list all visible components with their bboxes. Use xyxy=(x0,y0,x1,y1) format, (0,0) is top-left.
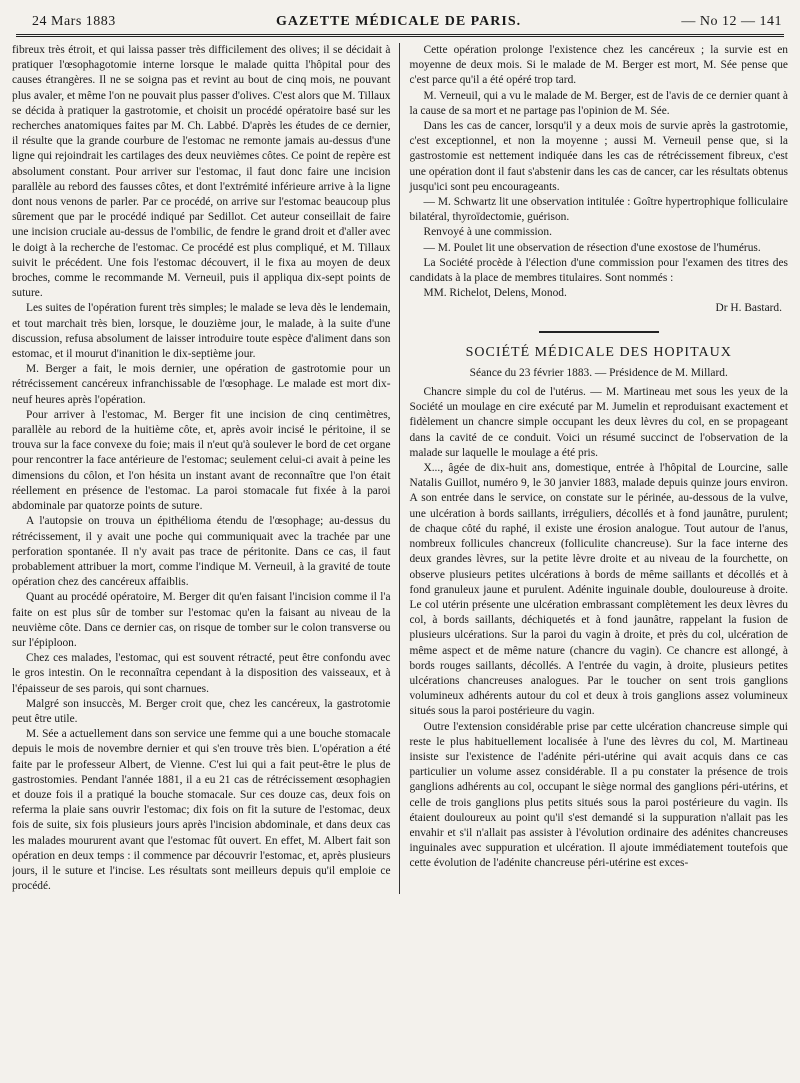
paragraph: Malgré son insuccès, M. Berger croit que, chez les cancéreux, la gastrotomie peut être utile. xyxy=(12,697,391,725)
paragraph: Pour arriver à l'estomac, M. Berger fit une incision de cinq centimètres, parallèle au rebord de la huitième côte, et, après avoir incisé le péritoine, il se trouva sur la face convexe du foie; mais il n'eut qu'à soulever le bord de cet organe pour rencontrer la face antérieure de l'estomac; seulement celui-ci avait à peine les dimensions du côlon, et l'on hésita un instant avant de reconnaître que l'on était réellement en présence de l'estomac. La paroi stomacale fut fixée à la paroi abdominale par quatorze points de suture. xyxy=(12,408,391,513)
paragraph: — M. Schwartz lit une observation intitulée : Goître hypertrophique folliculaire bilatéral, thyroïdectomie, guérison. xyxy=(409,196,788,224)
paragraph: MM. Richelot, Delens, Monod. xyxy=(423,287,567,300)
paragraph: Dans les cas de cancer, lorsqu'il y a deux mois de survie après la gastrotomie, c'est exceptionnel, et non la moyenne ; aussi M. Verneuil pense que, si la gastrostomie est nettement indiquée dans les cas de rétrécissement fibreux, c'est une opération dont il faut s'abstenir dans les cas de cancer, car les résultats obtenus jusqu'ici sont peu encourageants. xyxy=(409,120,788,193)
paragraph: M. Berger a fait, le mois dernier, une opération de gastrotomie pour un rétrécissement cancéreux infranchissable de l'œsophage. Le malade est mort dix-neuf heures après l'opération. xyxy=(12,363,391,406)
paragraph: Quant au procédé opératoire, M. Berger dit qu'en faisant l'incision comme il l'a faite on est plus sûr de tomber sur l'estomac qu'en la faisant au niveau de la neuvième côte. Dans ce dernier cas, on risque de tomber sur le colon transverse ou sur l'épiploon. xyxy=(12,591,391,649)
paragraph: X..., âgée de dix-huit ans, domestique, entrée à l'hôpital de Lourcine, salle Natalis Guillot, numéro 9, le 30 janvier 1883, malade depuis quinze jours environ. A son entrée dans le service, on constate sur le périnée, au-dessous de la vulve, une ulcération à bords saillants, irréguliers, décollés et à fond jaunâtre, purulent; de chaque côté du raphé, il existe une érosion analogue. Tout autour de l'anus, nombreux follicules chancreux (folliculite chancreuse). Sur la face interne des deux grandes lèvres, sur la petite lèvre droite et au niveau de la fourchette, on observe plusieurs petites ulcérations à bords de même saillants et décollés et à fond granuleux jaune et purulent. Adénite inguinale double, douloureuse à droite. Le col utérin présente une ulcération embrassant complètement les deux lèvres du col, à bords saillants, déchiquetés et à fond jaunâtre, rappelant la fusion de plusieurs ulcérations. Sur la paroi du vagin à droite, et près du col, ulcération de même aspect et de même nature (chancre du vagin). Ce chancre est allongé, à bords rouges saillants, décollés. A l'entrée du vagin, à droite, plusieurs petites ulcérations chancreuses analogues. Par le toucher on sent trois ganglions volumineux adhérents autour du col et deux à trois ganglions assez volumineux situés sous la paroi postérieure du vagin. xyxy=(409,462,788,718)
seance-line: Séance du 23 février 1883. — Présidence de M. Millard. xyxy=(469,366,728,379)
paragraph: La Société procède à l'élection d'une commission pour l'examen des titres des candidats à la place de membres titulaires. Sont nommés : xyxy=(409,256,788,285)
header-title: GAZETTE MÉDICALE DE PARIS. xyxy=(276,14,522,29)
paragraph: Chancre simple du col de l'utérus. — M. Martineau met sous les yeux de la Société un moulage en cire exécuté par M. Jumelin et reproduisant exactement et fidèlement un chancre simple occupant les deux lèvres du col, en se propageant dans la cavité de ce conduit. Voici un résumé succinct de l'observation de la malade sur laquelle le moulage a été pris. xyxy=(409,386,788,459)
section-title: SOCIÉTÉ MÉDICALE DES HOPITAUX xyxy=(465,344,732,360)
left-column xyxy=(12,43,399,894)
columns xyxy=(12,43,788,894)
paragraph: M. Sée a actuellement dans son service une femme qui a une bouche stomacale depuis le mois de novembre dernier et qui s'en trouve très bien. L'opération a été faite par le professeur Albert, de Vienne. C'est lui qui a fait peut-être le plus de gastrostomies. Pendant l'année 1881, il a eu 21 cas de rétrécissement œsophagien et douze fois il a pratiqué la bouche stomacale. Sur ces douze cas, deux fois on referma la plaie sans ouvrir l'estomac; dix fois on fit la suture de l'estomac, deux fois de suite, six fois plusieurs jours après l'incision abdominale, et dans deux cas les malades moururent avant que l'estomac fût ouvert. En effet, M. Albert fait son opération en deux temps : il commence par découvrir l'estomac, et, après plusieurs jours, il le suture et l'incise. Les résultats sont meilleurs depuis qu'il emploie ce procédé. xyxy=(12,728,391,893)
signature: Dr H. Bastard. xyxy=(715,302,782,315)
paragraph: fibreux très étroit, et qui laissa passer très difficilement des olives; il se décidait à pratiquer l'œsophagotomie interne lorsque le malade quitta l'hôpital pour des causes étrangères. Il ne se soigna pas et revint au bout de cinq mois, ne pouvant plus avaler, et même l'on ne pouvait plus passer d'olives. C'est alors que M. Tillaux se décida à pratiquer la gastrotomie, et choisit un procédé opératoire basé sur les recherches anatomiques faites par M. Ch. Labbé. D'après les études de ce dernier, il résulte que la grande courbure de l'estomac ne remonte jamais au-dessus d'une ligne qui rejoindrait les cartilages des deux neuvièmes côtes. Ce point de repère est absolument constant. Pour arriver sur l'estomac, il faut donc faire une incision parallèle au rebord des fausses côtes, et dont l'extrémité inférieure arrive à la ligne dont nous venons de parler. Par ce procédé, on arrive sur l'estomac beaucoup plus sûrement que par le procédé indiqué par Sedillot. Cet auteur conseillait de faire une incision cruciale au-dessus de l'ombilic, de fendre le grand droit et d'aller avec le doigt à la recherche de l'estomac. Ce procédé est plus compliqué, et M. Tillaux suivit le précédent. Une fois l'estomac découvert, il le fixa au moyen de deux broches, comme le recommande M. Verneuil, puis il appliqua dix-sept points de suture. xyxy=(12,44,391,300)
paragraph: M. Verneuil, qui a vu le malade de M. Berger, est de l'avis de ce dernier quant à la cause de sa mort et ne partage pas l'opinion de M. Sée. xyxy=(409,89,788,117)
paragraph: Renvoyé à une commission. xyxy=(423,226,552,239)
section-rule xyxy=(539,331,659,333)
paragraph: Les suites de l'opération furent très simples; le malade se leva dès le lendemain, et tout marchait très bien, lorsque, le douzième jour, le malade, à la suite d'une discussion, refusa absolument de laisser introduire toute espèce d'aliment dans son estomac, et il mourut d'inanition le dix-septième jour. xyxy=(12,302,391,361)
paragraph: A l'autopsie on trouva un épithélioma étendu de l'œsophage; au-dessus du rétrécissement, il y avait une poche qui communiquait avec la trachée par une perforation spontanée. Il n'y avait pas trace de péritonite. Dans ce cas, il faut probablement attribuer la mort, comme l'indique M. Verneuil, à la gravité de toute opération chez des cancéreux affaiblis. xyxy=(12,515,391,589)
right-column xyxy=(399,43,788,894)
header-issue: — No 12 — 141 xyxy=(681,14,782,29)
paragraph: — M. Poulet lit une observation de résection d'une exostose de l'humérus. xyxy=(423,241,761,254)
paragraph: Outre l'extension considérable prise par cette ulcération chancreuse simple qui reste le plus habituellement localisée à l'une des lèvres du col, M. Martineau insiste sur l'existence de l'adénite péri-utérine qui avait acquis dans ce cas particulier un volume assez considérable. Il a pu constater la présence de trois ganglions adhérents au col, occupant le siège normal des ganglions péri-utérins, et celle de trois ganglions plus petits situés sous la paroi postérieure du vagin. Ils étaient douloureux au point qu'il s'est demandé si la suppuration n'allait pas les envahir et s'il n'allait pas assister à l'évolution ordinaire des adénites chancreuses inguinales avec suppuration et ulcération. Il ajoute immédiatement toutefois que cette évolution de l'adénite chancreuse péri-utérine est exces- xyxy=(409,720,788,870)
page-header xyxy=(12,14,788,34)
header-rule xyxy=(16,34,784,37)
paragraph: Cette opération prolonge l'existence chez les cancéreux ; la survie est en moyenne de deux mois. Si le malade de M. Berger est mort, M. Sée pense que c'est parce qu'il a été opéré trop tard. xyxy=(409,44,788,87)
header-date: 24 Mars 1883 xyxy=(32,14,116,29)
paragraph: Chez ces malades, l'estomac, qui est souvent rétracté, peut être confondu avec le gros intestin. On le reconnaîtra cependant à la disposition des vaisseaux, et à l'épaisseur de ses parois, qui sont charnues. xyxy=(12,652,391,695)
